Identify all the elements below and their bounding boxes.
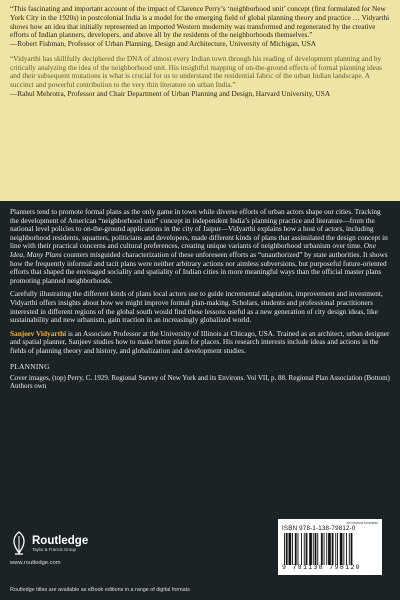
- endorsement-attribution: —Rahul Mehrotra, Professor and Chair Department of Urban Planning and Design, Harvard University, USA: [10, 88, 331, 98]
- isbn-text: ISBN 978-1-138-79812-0: [282, 525, 356, 532]
- subject-category: PLANNING: [10, 361, 50, 371]
- description-paragraph-2: Carefully illustrating the different kinds of plans local actors use to guide incremental adaptation, improvement and investment, Vidyarthi offers insights about how we might improve formal plan-making. Scholars, students and professional practitioners interested in different regions of the global south would find these lessons useful as a new generation of city design ideas, like sustainability and new urbanism, gain traction in an increasingly globalized world.: [10, 289, 383, 325]
- description-text: counters misguided characterization of these unforeseen efforts as “unauthorized” by state authorities. It shows how the frequently informal and tacit plans were neither arbitrary actions nor aimless subversions, but purposeful future-oriented efforts that shaped the envisaged sociality and spatiality of Indian cities in more meaningful ways than the official master plans promoting planned neighborhoods.: [10, 249, 388, 285]
- barcode-bar: [298, 533, 299, 565]
- barcode-bar: [317, 533, 318, 565]
- barcode-bar: [346, 533, 347, 565]
- barcode-bar: [337, 533, 338, 565]
- barcode-bar: [349, 533, 350, 565]
- ebook-note: Routledge titles are available as eBook editions in a range of digital formats: [10, 587, 190, 593]
- barcode-bar: [284, 533, 285, 565]
- barcode-bar: [289, 533, 292, 565]
- routledge-logo-icon: [10, 531, 28, 557]
- barcode-bar: [351, 533, 353, 565]
- barcode-digits: 9 781138 798120: [282, 564, 361, 571]
- barcode-bar: [315, 533, 317, 565]
- endorsement-quote: “Vidyarthi has skillfully deciphered the DNA of almost every Indian town through his reading of development planning and by critically analyzing the idea of the neighborhood unit. His insightful mapping of on-the-ground effects of formal planning ideas and their subsequent mutations is what is crucial for us to understand the residential fabric of the urban Indian landscape. A succinct and powerful contribution to the very thin literature on urban India.”: [10, 53, 382, 89]
- barcode-icon: [282, 533, 378, 565]
- endorsement-2: [10, 55, 390, 99]
- barcode-top-label: an informa business: [346, 521, 378, 525]
- endorsement-1: [10, 5, 390, 49]
- barcode-bar: [295, 533, 297, 565]
- barcode-bar: [313, 533, 314, 565]
- endorsement-quote: “This fascinating and important account of the impact of Clarence Perry’s ‘neighborhood unit’ concept (first formulated for New York City in the 1920s) in postcolonial India is a model for the emerging field of global planning theory and practice … Vidyarthi shows how an idea that initially represented an imported Western modernity was transformed and regenerated by the creative efforts of Indian planners, developers, and above all by the residents of the neighborhoods themselves.”: [10, 4, 390, 40]
- barcode-bar: [306, 533, 308, 565]
- barcode-bar: [326, 533, 327, 565]
- barcode-bar: [304, 533, 305, 565]
- description-paragraph-1: [10, 208, 390, 285]
- cover-image-credit: Cover images, (top) Perry, C. 1929. Regional Survey of New York and its Environs. Vol VII, p. 88. Regional Plan Association (Bottom) Authors own: [10, 373, 390, 390]
- barcode-bar: [340, 533, 343, 565]
- publisher-name: Routledge: [32, 535, 89, 547]
- barcode-bar: [292, 533, 293, 565]
- publisher-logo: [10, 529, 88, 559]
- book-title-inline: One Idea, Many Plans: [10, 241, 376, 259]
- barcode-bar: [309, 533, 312, 565]
- barcode-bar: [343, 533, 344, 565]
- isbn-barcode: [278, 519, 382, 575]
- barcode-bar: [286, 533, 288, 565]
- publisher-imprint: Taylor & Francis Group: [32, 547, 76, 552]
- barcode-bar: [321, 533, 323, 565]
- endorsements-panel: [0, 0, 400, 201]
- author-bio: [10, 330, 390, 356]
- barcode-bar: [328, 533, 331, 565]
- description-text: Planners tend to promote formal plans as the only game in town while diverse efforts of urban actors shape our cities. Tracking the development of American “neighborhood unit” concept in independent India’s planning practice and literature—from the national level policies to on-the-ground applications in the city of Jaipur—Vidyarthi explains how a host of actors, including neighborhood residents, squatters, politicians and developers, made different kinds of plans that assimilated the design concept in line with their practical concerns and cultural preferences, creating unique variants of neighborhood urbanism over time.: [10, 207, 388, 251]
- barcode-bar: [335, 533, 336, 565]
- barcode-bar: [324, 533, 325, 565]
- barcode-bar: [332, 533, 334, 565]
- publisher-url: www.routledge.com: [10, 560, 61, 566]
- author-name: Sanjeev Vidyarthi: [10, 328, 67, 338]
- barcode-bar: [301, 533, 302, 565]
- author-bio-text: is an Associate Professor at the University of Illinois at Chicago, USA. Trained as an architect, urban designer and spatial planner, Sanjeev studies how to make better plans for places. His research interests include ideas and actions in the fields of planning theory and history, and globalization and development studies.: [10, 328, 390, 355]
- endorsement-attribution: —Robert Fishman, Professor of Urban Planning, Design and Architecture, University of Michigan, USA: [10, 39, 317, 48]
